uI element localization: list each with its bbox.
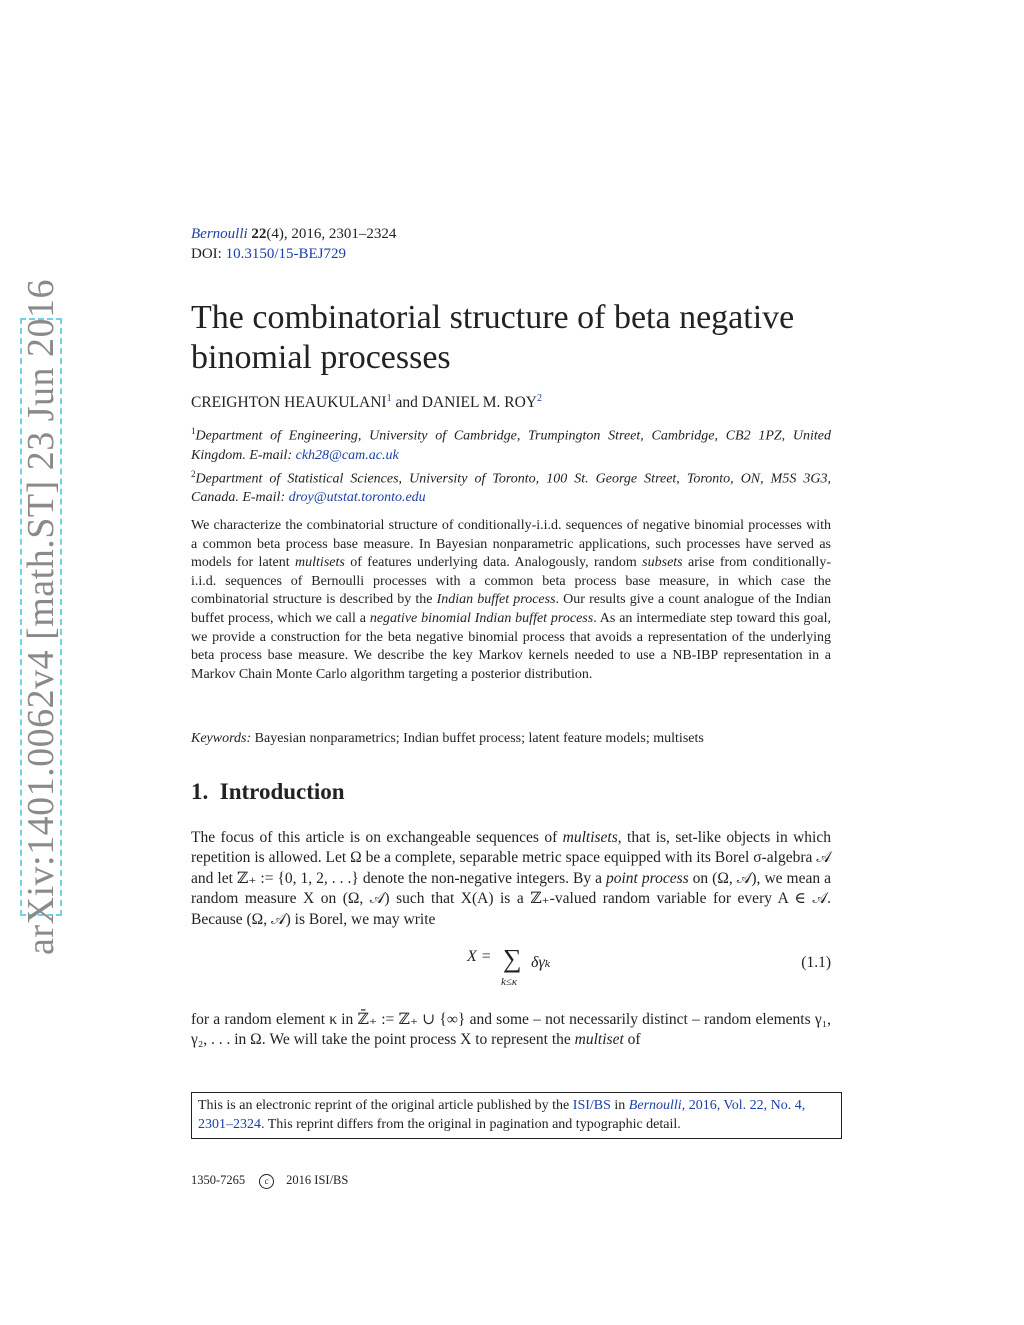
body-emph: point process (606, 869, 689, 887)
abstract-emph: Indian buffet process (436, 592, 556, 608)
equation-sum-index: k≤κ (501, 976, 518, 988)
affil-1-num: 1 (191, 426, 196, 436)
affil-2-text: Department of Statistical Sciences, University of Toronto, 100 St. George Street, Toronto, ON, M5S 3G3, Canada. E-mail: (191, 471, 831, 506)
author-1: CREIGHTON HEAUKULANI (191, 394, 387, 412)
reprint-text: in (610, 1098, 629, 1113)
issn: 1350-7265 (191, 1173, 246, 1187)
abstract-text: We characterize the combinatorial structure of conditionally-i.i.d. sequences of negative binomial processes with a common beta process base measure. In Bayesian nonparametric applications, such processes have served as models for latent (191, 518, 831, 571)
author-1-affil-ref[interactable]: 1 (386, 393, 392, 404)
body-emph: multiset (574, 1031, 624, 1049)
affil-1-text: Department of Engineering, University of Cambridge, Trumpington Street, Cambridge, CB2 1PZ, United Kingdom. E-mail: (191, 428, 831, 463)
reprint-text: This is an electronic reprint of the original article published by the (198, 1098, 573, 1113)
section-title: Introduction (219, 779, 345, 804)
title-line-2: binomial processes (191, 339, 451, 376)
abstract-text: . As an intermediate step toward this goal, we provide a construction for the beta negative binomial process that avoids a representation of the underlying beta process base measure. We describe the key Markov kernels needed to use a NB-IBP representation in a Markov Chain Monte Carlo algorithm targeting a posterior distribution. (191, 610, 831, 682)
author-and: and (395, 394, 418, 412)
abstract-text: . Our results give a count analogue of the Indian buffet process, which we call a (191, 592, 832, 626)
section-heading (191, 779, 345, 805)
arxiv-id: arXiv:1401.0062v4 [math.ST] 23 Jun 2016 (20, 278, 62, 956)
reprint-notice (191, 1092, 842, 1139)
section-number: 1. (191, 779, 209, 804)
body-text: of (623, 1031, 641, 1049)
keywords (191, 731, 704, 747)
doi-label: DOI: (191, 246, 222, 262)
affil-2-email[interactable]: droy@utstat.toronto.edu (288, 490, 426, 506)
body-text: for a random element κ in ℤ̄₊ := ℤ₊ ∪ {∞} and some – not necessarily distinct – random elements γ₁, γ₂, . . . in Ω. We will take the point process X to represent the (191, 1011, 831, 1049)
keywords-label: Keywords: (191, 731, 252, 746)
volume-link[interactable]: , 2016, Vol. 22, No. 4, 2301–2324 (198, 1098, 806, 1132)
journal-header (191, 224, 396, 264)
affil-2-num: 2 (191, 468, 196, 479)
journal-link[interactable]: Bernoulli (191, 226, 248, 242)
isi-bs-link[interactable]: ISI/BS (572, 1098, 611, 1113)
abstract-emph: negative binomial Indian buffet process (369, 610, 594, 626)
author-list (191, 393, 542, 412)
doi-link[interactable]: 10.3150/15-BEJ729 (225, 246, 346, 262)
reprint-text: . This reprint differs from the original in pagination and typographic detail. (261, 1116, 681, 1132)
bernoulli-link[interactable]: Bernoulli (628, 1098, 682, 1113)
equation-sum-symbol: ∑ (503, 944, 522, 973)
arxiv-sidebar-stamp[interactable] (20, 278, 62, 956)
intro-paragraph (191, 828, 831, 930)
keywords-text: Bayesian nonparametrics; Indian buffet process; latent feature models; multisets (251, 731, 704, 746)
equation-term: δγₖ (531, 954, 551, 971)
body-text: on (Ω, 𝒜), we mean a random measure X on (Ω, 𝒜) such that X(A) is a ℤ₊-valued random variable for every A ∈ 𝒜. Because (Ω, 𝒜) is Borel, we may write (191, 869, 831, 928)
abstract-emph: multisets (295, 555, 345, 571)
equation-lhs: X = (467, 948, 492, 965)
copyright-icon: c (259, 1174, 274, 1189)
journal-issue: (4), 2016, 2301–2324 (266, 226, 397, 242)
abstract-emph: subsets (642, 555, 683, 571)
equation-number: (1.1) (801, 954, 831, 971)
author-2: DANIEL M. ROY (421, 394, 537, 412)
abstract-text: arise from conditionally-i.i.d. sequences of Bernoulli processes with a common beta process base measure, in which case the combinatorial structure is described by the (191, 555, 831, 608)
intro-paragraph-2 (191, 1010, 831, 1051)
copyright-text: 2016 ISI/BS (286, 1173, 349, 1187)
author-2-affil-ref[interactable]: 2 (537, 393, 542, 404)
footer (191, 1173, 348, 1189)
equation-1-1 (191, 944, 831, 998)
abstract-text: of features underlying data. Analogously, random (344, 555, 643, 571)
body-text: The focus of this article is on exchangeable sequences of (191, 829, 563, 846)
paper-title (191, 298, 794, 378)
body-text: , that is, set-like objects in which repetition is allowed. Let Ω be a complete, separable metric space equipped with its Borel σ-algebra 𝒜 and let ℤ₊ := {0, 1, 2, . . .} denote the non-negative integers. By a (191, 829, 831, 887)
abstract (191, 517, 831, 684)
title-line-1: The combinatorial structure of beta negative (191, 299, 795, 336)
journal-volume: 22 (251, 226, 267, 242)
affiliations (191, 422, 831, 507)
affil-1-email[interactable]: ckh28@cam.ac.uk (295, 447, 399, 463)
body-emph: multisets (562, 829, 618, 846)
